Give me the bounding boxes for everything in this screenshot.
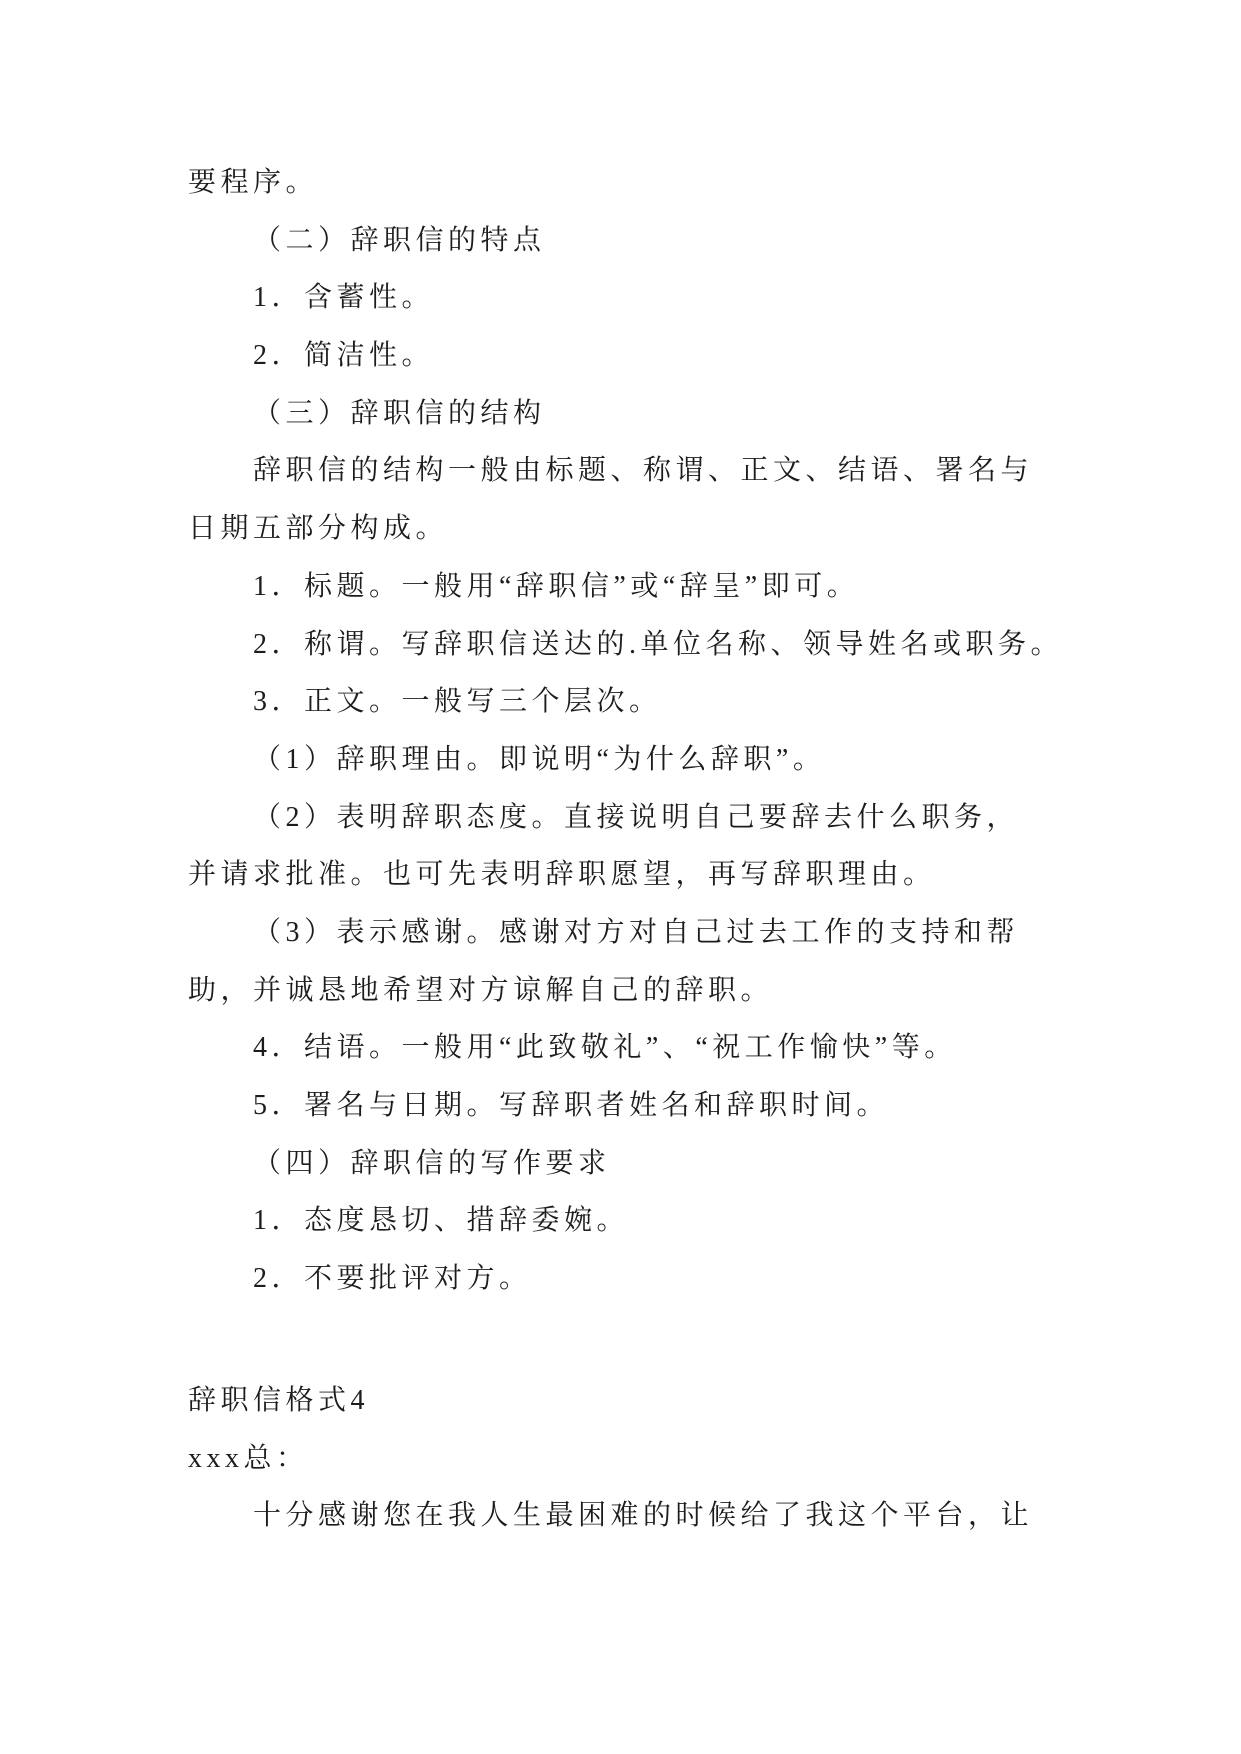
paragraph	[188, 154, 1058, 212]
paragraph	[188, 673, 1058, 731]
text-line: 助，并诚恳地希望对方谅解自己的辞职。	[188, 974, 774, 1006]
text-line: 4．结语。一般用“此致敬礼”、“祝工作愉快”等。	[253, 1032, 957, 1064]
text-line: 3．正文。一般写三个层次。	[253, 686, 662, 718]
letter-salutation: xxx总：	[188, 1442, 309, 1474]
text-line: （二）辞职信的特点	[253, 224, 546, 256]
letter-body	[188, 1487, 1058, 1545]
text-line: 辞职信的结构一般由标题、称谓、正文、结语、署名与	[253, 455, 1034, 487]
paragraph	[188, 731, 1058, 789]
paragraph	[188, 212, 1058, 270]
text-line: 1．态度恳切、措辞委婉。	[253, 1205, 630, 1237]
letter-section	[188, 1372, 1058, 1545]
text-line: （四）辞职信的写作要求	[253, 1147, 611, 1179]
section-heading: 辞职信格式4	[188, 1385, 370, 1416]
paragraph	[188, 442, 1058, 557]
text-line: 2．称谓。写辞职信送达的.单位名称、领导姓名或职务。	[253, 628, 1064, 660]
paragraph	[188, 904, 1058, 1019]
text-line: （3）表示感谢。感谢对方对自己过去工作的支持和帮	[253, 916, 1020, 948]
text-line: （1）辞职理由。即说明“为什么辞职”。	[253, 743, 826, 775]
paragraph	[188, 385, 1058, 443]
paragraph	[188, 1135, 1058, 1193]
text-line: （三）辞职信的结构	[253, 397, 546, 429]
paragraph	[188, 1250, 1058, 1308]
text-line: 2．简洁性。	[253, 340, 435, 372]
text-line: 十分感谢您在我人生最困难的时候给了我这个平台，让	[253, 1500, 1034, 1532]
paragraph	[188, 327, 1058, 385]
paragraph	[188, 1487, 1058, 1545]
paragraph	[188, 1077, 1058, 1135]
paragraph	[188, 558, 1058, 616]
text-line: 5．署名与日期。写辞职者姓名和辞职时间。	[253, 1090, 890, 1121]
text-line: 要程序。	[188, 167, 319, 198]
text-line: 日期五部分构成。	[188, 513, 449, 545]
paragraph	[188, 269, 1058, 327]
paragraph	[188, 789, 1058, 904]
paragraph	[188, 616, 1064, 674]
text-line: 1．标题。一般用“辞职信”或“辞呈”即可。	[253, 570, 860, 602]
document-body	[188, 154, 1064, 1308]
text-line: （2）表明辞职态度。直接说明自己要辞去什么职务，	[253, 801, 1020, 833]
text-line: 1．含蓄性。	[253, 282, 435, 314]
text-line: 并请求批准。也可先表明辞职愿望，再写辞职理由。	[188, 859, 936, 891]
text-line: 2．不要批评对方。	[253, 1263, 532, 1295]
paragraph	[188, 1019, 1058, 1077]
paragraph	[188, 1192, 1058, 1250]
